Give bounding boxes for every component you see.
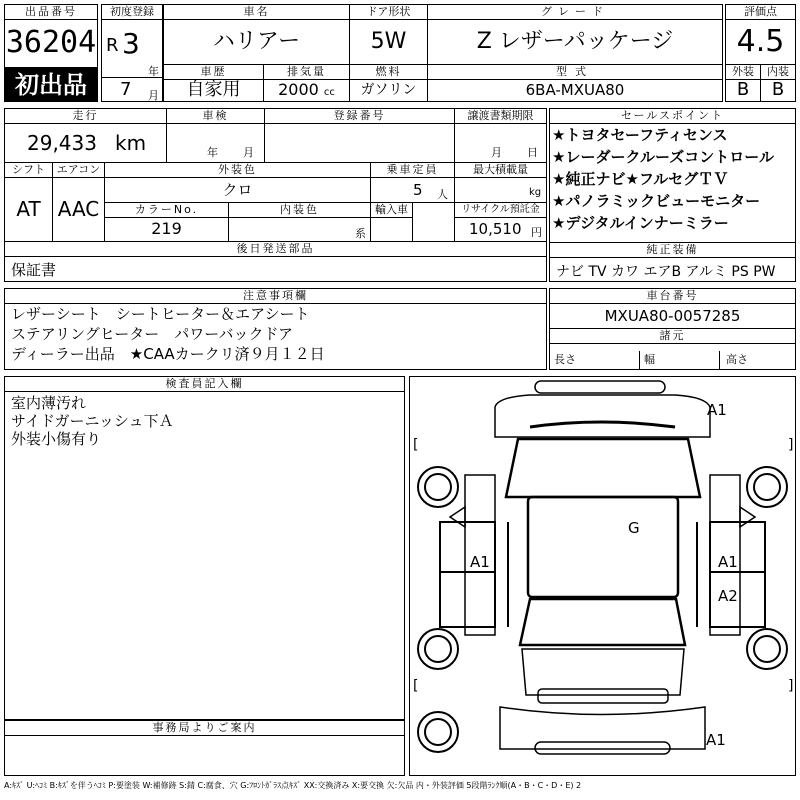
sales-point: ★純正ナビ★フルセグＴＶ (552, 170, 729, 188)
capacity-label: 乗車定員 (371, 163, 455, 178)
svg-text:[: [ (413, 678, 419, 694)
transfer-deadline-label: 譲渡書類期限 (455, 109, 546, 124)
aircon: AAC (53, 177, 105, 241)
svg-text:]: ] (788, 678, 794, 694)
displacement-cell (264, 79, 350, 101)
registration-number-label: 登録番号 (265, 109, 455, 124)
car-diagram-svg (410, 377, 795, 775)
height-label: 高さ (726, 353, 748, 366)
color-number: 219 (105, 217, 229, 241)
note-line: ステアリングヒーター パワーバックドア (11, 325, 294, 343)
era-letter: R (106, 35, 119, 56)
exterior-color: クロ (105, 177, 371, 203)
model-code: 6BA-MXUA80 (525, 81, 625, 99)
exterior-grade-label: 外装 (726, 65, 761, 80)
lot-number-box (4, 4, 98, 68)
equipment-label: 純正装備 (550, 242, 795, 258)
interior-color-cell (229, 217, 371, 241)
month-unit: 月 (148, 89, 159, 102)
first-registration-label: 初度登録 (102, 5, 162, 20)
fuel-label: 燃料 (350, 65, 428, 80)
max-load-unit: kg (529, 187, 542, 198)
inspection-month-unit: 月 (243, 146, 254, 159)
vehicle-history: 自家用 (164, 79, 264, 101)
import-extra-cell (413, 203, 455, 241)
sales-points-label: セールスポイント (550, 109, 795, 124)
inspector-label: 検査員記入欄 (5, 377, 404, 392)
inspection-label: 車検 (167, 109, 265, 124)
mileage-cell (5, 124, 167, 162)
svg-text:]: ] (788, 437, 794, 453)
svg-text:[: [ (413, 437, 419, 453)
sales-point: ★レーダークルーズコントロール (552, 148, 774, 166)
sales-points-box (549, 108, 796, 282)
inspector-line: 外装小傷有り (11, 430, 102, 448)
capacity: 5 (413, 181, 423, 199)
registration-year: 3 (122, 27, 140, 60)
history-label: 車歴 (164, 65, 264, 80)
chassis-number: MXUA80-0057285 (550, 304, 795, 329)
sales-point: ★トヨタセーフティセンス (552, 126, 728, 144)
sales-point: ★デジタルインナーミラー (552, 214, 729, 232)
office-box (4, 720, 405, 776)
top-info-grid (163, 4, 723, 102)
width-label: 幅 (644, 351, 720, 369)
chassis-label: 車台番号 (550, 289, 795, 304)
later-parts-label: 後日発送部品 (5, 242, 546, 257)
transfer-month-unit: 月 (491, 146, 502, 159)
year-unit: 年 (148, 65, 159, 78)
score-label: 評価点 (726, 5, 795, 20)
max-load-label: 最大積載量 (455, 163, 546, 178)
sales-point: ★パノラミックビューモニター (552, 192, 761, 210)
office-label: 事務局よりご案内 (5, 721, 404, 736)
lot-number-label: 出品番号 (5, 5, 97, 20)
exterior-color-label: 外装色 (105, 163, 371, 178)
car-name: ハリアー (164, 20, 350, 64)
first-listing-badge: 初出品 (4, 68, 98, 102)
inspector-box (4, 376, 405, 720)
car-name-label: 車名 (164, 5, 350, 20)
door-label: ドア形状 (350, 5, 428, 20)
rear-damage-mark: A1 (706, 731, 726, 749)
dimensions-label: 諸元 (550, 329, 795, 344)
roof-damage-mark: G (628, 519, 640, 537)
color-number-label: カラーNo. (105, 203, 229, 218)
chassis-box (549, 288, 796, 370)
legend-footer: A:ｷｽﾞ U:ﾍｺﾐ B:ｷｽﾞを伴うﾍｺﾐ P:要塗装 W:補修跡 S:錆 C:腐食、穴 G:ﾌﾛﾝﾄｶﾞﾗｽ点ｷｽﾞ XX:交換済み X:要交換 欠:欠品 内・外装評価 5段階ﾗﾝｸ順(A・B・C・D・E) 2 (4, 781, 582, 790)
capacity-cell (371, 177, 455, 203)
interior-grade-label: 内装 (761, 65, 795, 80)
registration-number-cell (265, 124, 455, 162)
import-cell (371, 217, 413, 241)
shift: AT (5, 177, 53, 241)
shift-label: シフト (5, 163, 53, 178)
import-label: 輸入車 (371, 203, 413, 218)
grade: Z レザーパッケージ (476, 29, 674, 54)
interior-color-label: 内装色 (229, 203, 371, 218)
damage-diagram (409, 376, 796, 776)
left-side-damage-mark: A1 (470, 553, 490, 571)
fuel: ガソリン (350, 79, 428, 101)
capacity-unit: 人 (437, 188, 448, 201)
first-registration-box (101, 4, 163, 102)
transfer-day-unit: 日 (527, 146, 538, 159)
aircon-label: エアコン (53, 163, 105, 178)
recycle-label: リサイクル預託金 (455, 203, 546, 218)
note-line: ディーラー出品 ★CAAカークリ済９月１２日 (11, 345, 325, 363)
max-load-cell (455, 177, 546, 203)
equipment: ナビ TV カワ エアB アルミ PS PW (556, 264, 776, 280)
interior-color-unit: 系 (355, 227, 366, 240)
grade-label: グレード (428, 5, 722, 20)
displacement-unit: cc (323, 87, 335, 98)
recycle-unit: 円 (531, 226, 542, 239)
transfer-deadline-cell (455, 124, 546, 162)
vehicle-details-grid (4, 108, 547, 282)
note-line: レザーシート シートヒーター＆エアシート (11, 305, 310, 323)
mileage-unit: km (115, 131, 147, 155)
score: 4.5 (736, 24, 785, 59)
inspection-year-unit: 年 (207, 146, 218, 159)
door-type: 5W (350, 20, 428, 64)
registration-month: 7 (120, 79, 132, 100)
notes-box (4, 288, 547, 370)
notes-label: 注意事項欄 (5, 289, 546, 304)
displacement: 2000 (278, 80, 319, 99)
inspection-cell (167, 124, 265, 162)
score-box (725, 4, 796, 102)
right-rear-damage-mark: A2 (718, 587, 738, 605)
later-parts: 保証書 (11, 261, 57, 279)
mileage: 29,433 (27, 131, 97, 155)
inspector-line: サイドガーニッシュ下Ａ (11, 412, 174, 430)
recycle-fee: 10,510 (469, 220, 522, 238)
length-label: 長さ (554, 351, 640, 369)
inspector-line: 室内薄汚れ (11, 394, 87, 412)
exterior-grade: B (726, 79, 761, 101)
recycle-cell (455, 217, 546, 241)
interior-grade: B (771, 79, 785, 100)
front-damage-mark: A1 (707, 401, 727, 419)
model-label: 型式 (428, 65, 722, 80)
displacement-label: 排気量 (264, 65, 350, 80)
lot-number: 36204 (5, 25, 97, 60)
right-side-damage-mark: A1 (718, 553, 738, 571)
mileage-label: 走行 (5, 109, 167, 124)
